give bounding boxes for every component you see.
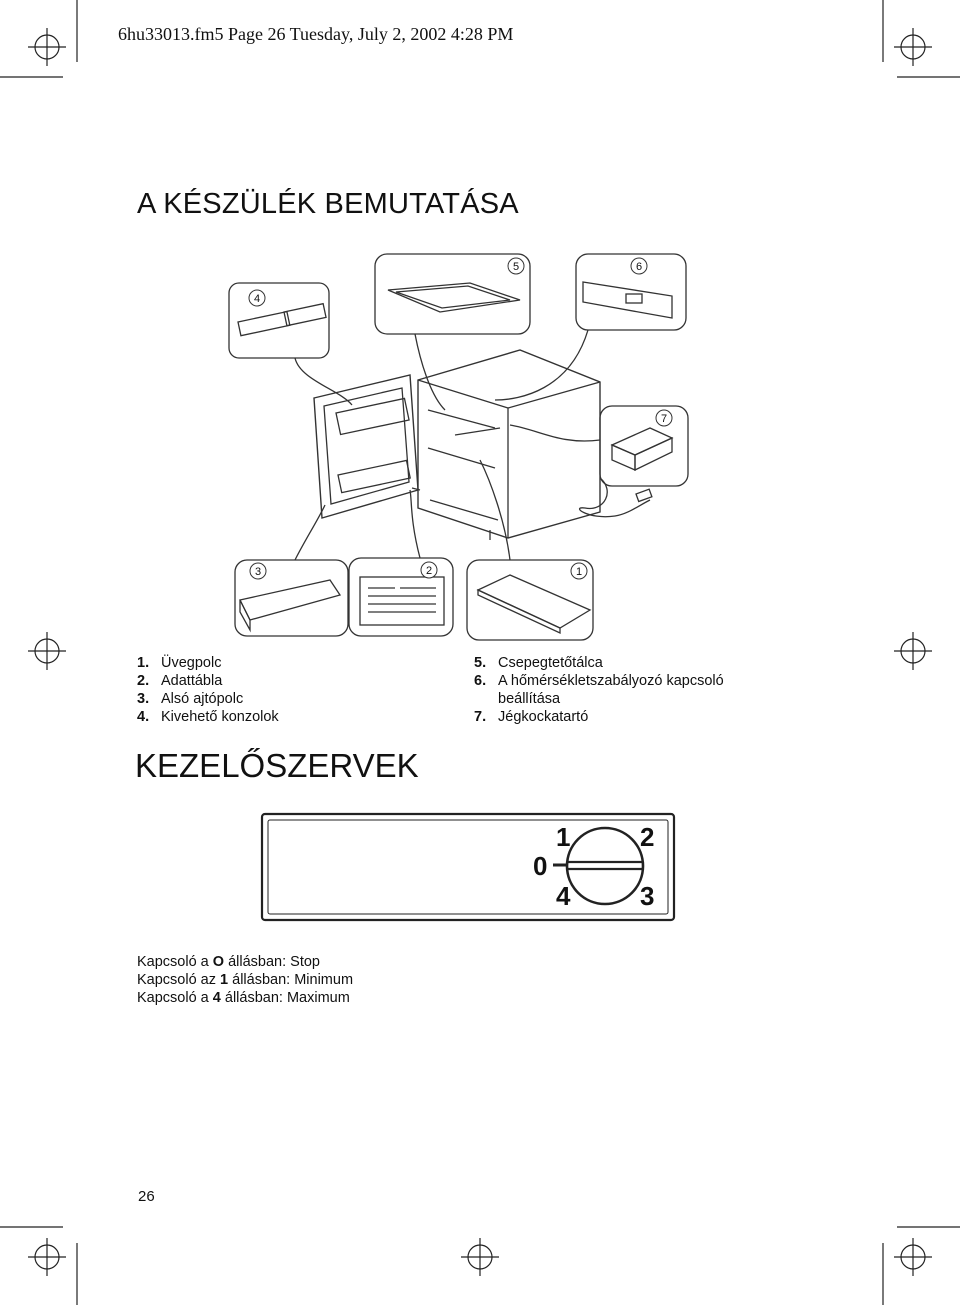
- list-item: beállítása: [498, 691, 561, 707]
- svg-text:4: 4: [253, 293, 261, 305]
- print-header: 6hu33013.fm5 Page 26 Tuesday, July 2, 2002 4:28 PM: [118, 24, 514, 44]
- list-item: 2. Adattábla: [137, 673, 223, 689]
- control-panel-inner: [268, 820, 668, 914]
- legend-line: Kapcsoló a O állásban: Stop: [137, 954, 320, 970]
- list-item: 1. Üvegpolc: [137, 655, 222, 671]
- list-item: 7. Jégkockatartó: [474, 709, 589, 725]
- page-number: 26: [138, 1188, 155, 1205]
- legend-line: Kapcsoló az 1 állásban: Minimum: [137, 972, 354, 988]
- dial-label-2: 2: [640, 822, 655, 852]
- list-item: 4. Kivehető konzolok: [137, 709, 279, 725]
- dial-label-4: 4: [556, 881, 571, 911]
- list-item: 5. Csepegtetőtálca: [474, 655, 603, 671]
- list-item: 3. Alsó ajtópolc: [137, 691, 244, 707]
- section-title-controls: KEZELŐSZERVEK: [135, 747, 419, 784]
- thermostat-dial-icon: [567, 828, 643, 904]
- dial-label-1: 1: [556, 822, 571, 852]
- svg-text:5: 5: [512, 261, 520, 273]
- list-item: 6. A hőmérsékletszabályozó kapcsoló: [474, 673, 724, 689]
- svg-text:1: 1: [575, 566, 583, 578]
- svg-text:3: 3: [254, 566, 262, 578]
- dial-label-0: 0: [533, 851, 548, 881]
- section-title-presentation: A KÉSZÜLÉK BEMUTATÁSA: [137, 188, 519, 220]
- dial-label-3: 3: [640, 881, 655, 911]
- svg-text:2: 2: [425, 565, 433, 577]
- legend-line: Kapcsoló a 4 állásban: Maximum: [137, 990, 350, 1006]
- svg-text:7: 7: [660, 413, 668, 425]
- svg-text:6: 6: [635, 261, 643, 273]
- switch-legend: [137, 953, 353, 1007]
